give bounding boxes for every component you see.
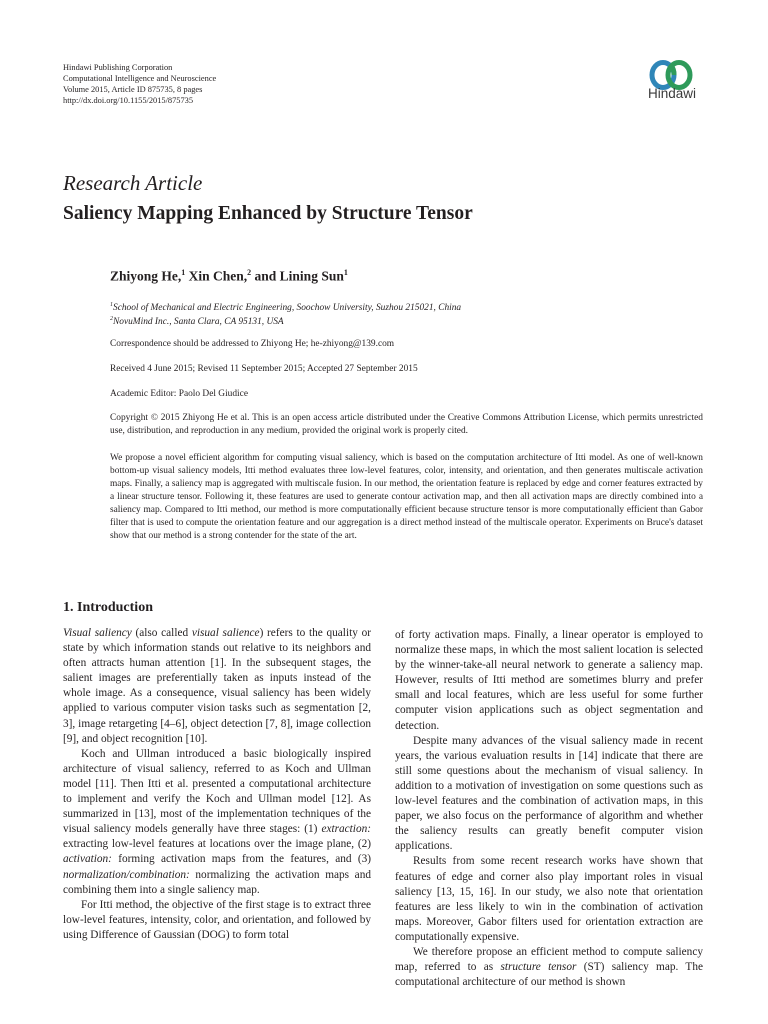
affiliation-1-marker: 1 xyxy=(110,302,113,308)
text-span: Koch and Ullman introduced a basic biologically inspired architecture of visual saliency, referred to as Koch and Ullman model [11]. Then Itti et al. presented a computational architecture to implement and verify the Koch and Ullman model [12]. As summarized in [13], most of the implementation techniques of the visual saliency models generally have three stages: (1) xyxy=(63,747,371,836)
publisher-name: Hindawi Publishing Corporation xyxy=(63,63,173,72)
emphasis-term: extraction: xyxy=(321,823,371,836)
emphasis-term: Visual saliency xyxy=(63,627,132,639)
paragraph: Results from some recent research works have shown that features of edge and corner also play important roles in visual saliency [13, 15, 16]. In our study, we also note that orientation features are less likely to win in the combination of activation maps. Moreover, Gabor filters used for orientation extraction are computationally expensive. xyxy=(395,855,703,943)
paragraph xyxy=(63,626,371,747)
text-span: (ST) saliency map. The computational architecture of our method is shown xyxy=(395,961,703,989)
academic-editor: Academic Editor: Paolo Del Giudice xyxy=(110,389,248,399)
article-type: Research Article xyxy=(63,171,203,195)
author-1[interactable]: Zhiyong He, xyxy=(110,268,182,284)
affiliation-2-marker: 2 xyxy=(110,316,113,322)
paragraph: Despite many advances of the visual saliency made in recent years, the various evaluation results in [14] indicate that there are still some questions about the mechanism of visual saliency. In addition to a motivation of investigation on some questions such as low-level features and the combination of activation maps, in this paper, we also focus on the performance of algorithm and whether the saliency results can greatly benefit computer vision applications. xyxy=(395,734,703,853)
emphasis-term: structure tensor xyxy=(500,961,577,974)
article-dates: Received 4 June 2015; Revised 11 September 2015; Accepted 27 September 2015 xyxy=(110,364,418,374)
author-2[interactable]: Xin Chen, xyxy=(185,268,248,284)
hindawi-logo-text: Hindawi xyxy=(647,86,697,101)
paragraph xyxy=(395,945,703,990)
affiliation-2-text: NovuMind Inc., Santa Clara, CA 95131, USA xyxy=(113,317,284,328)
author-2-affiliation: 2 xyxy=(247,268,252,277)
body-column-right xyxy=(395,628,703,990)
abstract: We propose a novel efficient algorithm for computing visual saliency, which is based on the computation architecture of Itti model. As one of well-known bottom-up visual saliency models, Itti method evaluates three low-level features, color, intensity, and orientation, and then generates multiscale activation maps. Finally, a saliency map is aggregated with multiscale fusion. In our method, the orientation feature is replaced by edge and corner features extracted by a linear structure tensor. Following it, these features are used to generate contour activation map, and then all activation maps are directly combined into a saliency map. Compared to Itti method, our method is more computationally efficient because structure tensor is more computationally efficient than Gabor filter that is used to compute the orientation feature and our aggregation is a direct method instead of the multiscale operator. Experiments on Bruce's dataset show that our method is a strong contender for the state of the art. xyxy=(110,453,703,541)
copyright-notice: Copyright © 2015 Zhiyong He et al. This is an open access article distributed under the Creative Commons Attribution License, which permits unrestricted use, distribution, and reproduction in any medium, provided the original work is properly cited. xyxy=(110,413,703,436)
text-span: extracting low-level features at locations over the image plane, (2) xyxy=(63,838,371,851)
author-list xyxy=(110,268,348,285)
author-3-affiliation: 1 xyxy=(343,268,348,277)
doi-link[interactable]: http://dx.doi.org/10.1155/2015/875735 xyxy=(63,96,194,105)
affiliation-1 xyxy=(110,302,461,313)
text-span: ) refers to the quality or state by which information stands out relative to its neighbors and often attracts human attention [1]. In the subsequent stages, the salient images are preferentially taken as inputs instead of the whole image. As a consequence, visual saliency has been widely applied to various computer vision tasks such as segmentation [2, 3], image retargeting [4–6], object detection [7, 8], image collection [9], and object recognition [10]. xyxy=(63,627,371,745)
body-column-left xyxy=(63,626,371,943)
author-3[interactable]: and Lining Sun xyxy=(251,268,344,284)
paragraph: For Itti method, the objective of the first stage is to extract three low-level features, intensity, color, and orientation, and followed by using Difference of Gaussian (DOG) to form total xyxy=(63,898,371,941)
emphasis-term: visual salience xyxy=(191,627,260,639)
text-span: (also called xyxy=(131,627,192,639)
correspondence: Correspondence should be addressed to Zhiyong He; he-zhiyong@139.com xyxy=(110,339,395,349)
text-span: forming activation maps from the features, and (3) xyxy=(111,853,371,866)
journal-name: Computational Intelligence and Neuroscience xyxy=(63,74,217,83)
volume-info: Volume 2015, Article ID 875735, 8 pages xyxy=(63,85,203,94)
emphasis-term: activation: xyxy=(63,853,112,866)
paragraph xyxy=(63,747,371,898)
affiliation-2 xyxy=(110,316,284,327)
section-heading-introduction: 1. Introduction xyxy=(63,600,153,615)
author-1-affiliation: 1 xyxy=(181,268,186,277)
text-span: normalizing the activation maps and combining them into a single saliency map. xyxy=(63,868,371,896)
text-span: We therefore propose an efficient method to compute saliency map, referred to as xyxy=(395,945,703,974)
emphasis-term: normalization/combination: xyxy=(63,868,190,881)
affiliation-1-text: School of Mechanical and Electric Engineering, Soochow University, Suzhou 215021, China xyxy=(113,303,462,314)
publication-info xyxy=(63,62,216,106)
paragraph: of forty activation maps. Finally, a linear operator is employed to normalize these maps, in which the most salient location is selected by the winner-take-all neural network to generate a saliency map. However, results of Itti method are sometimes blurry and prefer small and local features, which are less useful for some further computer vision applications such as object segmentation and detection. xyxy=(395,629,703,732)
page-title: Saliency Mapping Enhanced by Structure Tensor xyxy=(63,203,473,224)
